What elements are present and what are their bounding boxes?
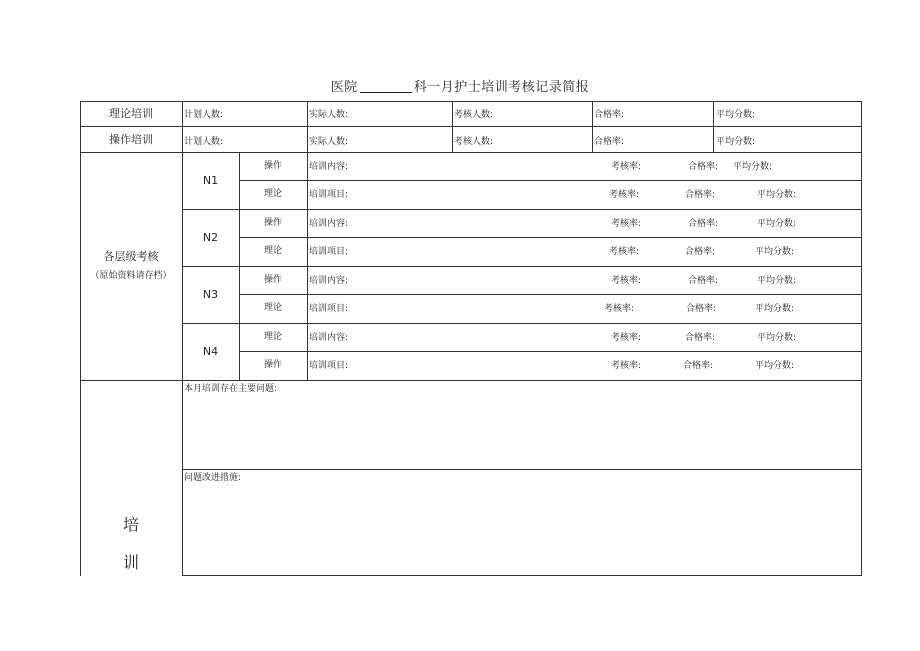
pass-rate-label: 合格率: [688, 219, 719, 229]
level-row-type: 操作 [263, 218, 282, 228]
pass-rate-label: 合格率: [685, 333, 716, 343]
avg-score-label: 平均分数: [757, 219, 797, 229]
actual-count-label: 实际人数: [309, 137, 349, 147]
training-content-label: 培训内容: [309, 219, 349, 229]
avg-score-label: 平均分数: [757, 333, 797, 343]
col-divider-label [182, 101, 183, 576]
training-content-label: 培训内容: [309, 333, 349, 343]
level-n1-label: N1 [202, 174, 219, 187]
pass-rate-label: 合格率: [594, 110, 625, 120]
avg-score-label: 平均分数: [755, 304, 795, 314]
actual-count-label: 实际人数: [309, 110, 349, 120]
level-row-type: 操作 [263, 161, 282, 171]
level-exam-label: 各层级考核 [103, 250, 159, 263]
avg-score-label: 平均分数: [755, 247, 795, 257]
exam-rate-label: 考核率: [611, 276, 642, 286]
training-item-label: 培训项目: [309, 304, 349, 314]
training-content-label: 培训内容: [309, 162, 349, 172]
row-line [182, 266, 862, 267]
training-content-label: 培训内容: [309, 276, 349, 286]
training-side-label-1: 培 [122, 515, 139, 534]
border-bottom [182, 575, 862, 576]
main-problems-label: 本月培训存在主要问题: [184, 384, 278, 394]
exam-count-label: 考核人数: [454, 137, 494, 147]
row-line [182, 323, 862, 324]
pass-rate-label: 合格率: [686, 304, 717, 314]
avg-score-label: 平均分数: [733, 162, 773, 172]
row-line [239, 294, 862, 295]
exam-rate-label: 考核率: [611, 162, 642, 172]
pass-rate-label: 合格率: [688, 162, 719, 172]
training-report-table [80, 101, 861, 576]
department-blank [360, 80, 412, 93]
row-line [80, 126, 862, 127]
exam-rate-label: 考核率: [609, 190, 640, 200]
avg-score-label: 平均分数: [757, 190, 797, 200]
border-right [861, 101, 862, 576]
practice-training-label: 操作培训 [109, 133, 153, 146]
avg-score-label: 平均分数: [757, 276, 797, 286]
level-row-type: 理论 [263, 332, 282, 342]
theory-training-label: 理论培训 [109, 107, 153, 120]
exam-rate-label: 考核率: [611, 361, 642, 371]
plan-count-label: 计划人数: [184, 137, 224, 147]
pass-rate-label: 合格率: [685, 190, 716, 200]
title-suffix: 科一月护士培训考核记录简报 [413, 80, 590, 95]
level-row-type: 理论 [263, 303, 282, 313]
plan-count-label: 计划人数: [184, 110, 224, 120]
exam-rate-label: 考核率: [609, 247, 640, 257]
avg-score-label: 平均分数: [755, 361, 795, 371]
row-line [80, 380, 862, 381]
improvement-measures-label: 问题改进措施: [184, 473, 242, 483]
pass-rate-label: 合格率: [685, 247, 716, 257]
row-line [239, 351, 862, 352]
avg-score-label: 平均分数: [716, 137, 756, 147]
pass-rate-label: 合格率: [683, 361, 714, 371]
page-title [0, 76, 920, 95]
pass-rate-label: 合格率: [688, 276, 719, 286]
row-line [239, 237, 862, 238]
exam-rate-label: 考核率: [611, 333, 642, 343]
row-line [182, 469, 862, 470]
level-row-type: 操作 [263, 360, 282, 370]
exam-rate-label: 考核率: [604, 304, 635, 314]
exam-count-label: 考核人数: [454, 110, 494, 120]
border-top [80, 101, 862, 102]
pass-rate-label: 合格率: [594, 137, 625, 147]
archive-note: （原始资料请存档） [90, 271, 172, 281]
level-row-type: 理论 [263, 246, 282, 256]
training-item-label: 培训项目: [309, 247, 349, 257]
training-item-label: 培训项目: [309, 361, 349, 371]
level-n2-label: N2 [202, 231, 219, 244]
avg-score-label: 平均分数: [716, 110, 756, 120]
row-line [182, 209, 862, 210]
level-row-type: 操作 [263, 275, 282, 285]
row-line [239, 180, 862, 181]
row-line [80, 152, 862, 153]
level-row-type: 理论 [263, 189, 282, 199]
title-prefix: 医院 [330, 80, 358, 95]
level-n4-label: N4 [202, 345, 219, 358]
level-n3-label: N3 [202, 288, 219, 301]
border-left [80, 101, 81, 576]
exam-rate-label: 考核率: [611, 219, 642, 229]
training-side-label-2: 训 [122, 553, 139, 572]
training-item-label: 培训项目: [309, 190, 349, 200]
